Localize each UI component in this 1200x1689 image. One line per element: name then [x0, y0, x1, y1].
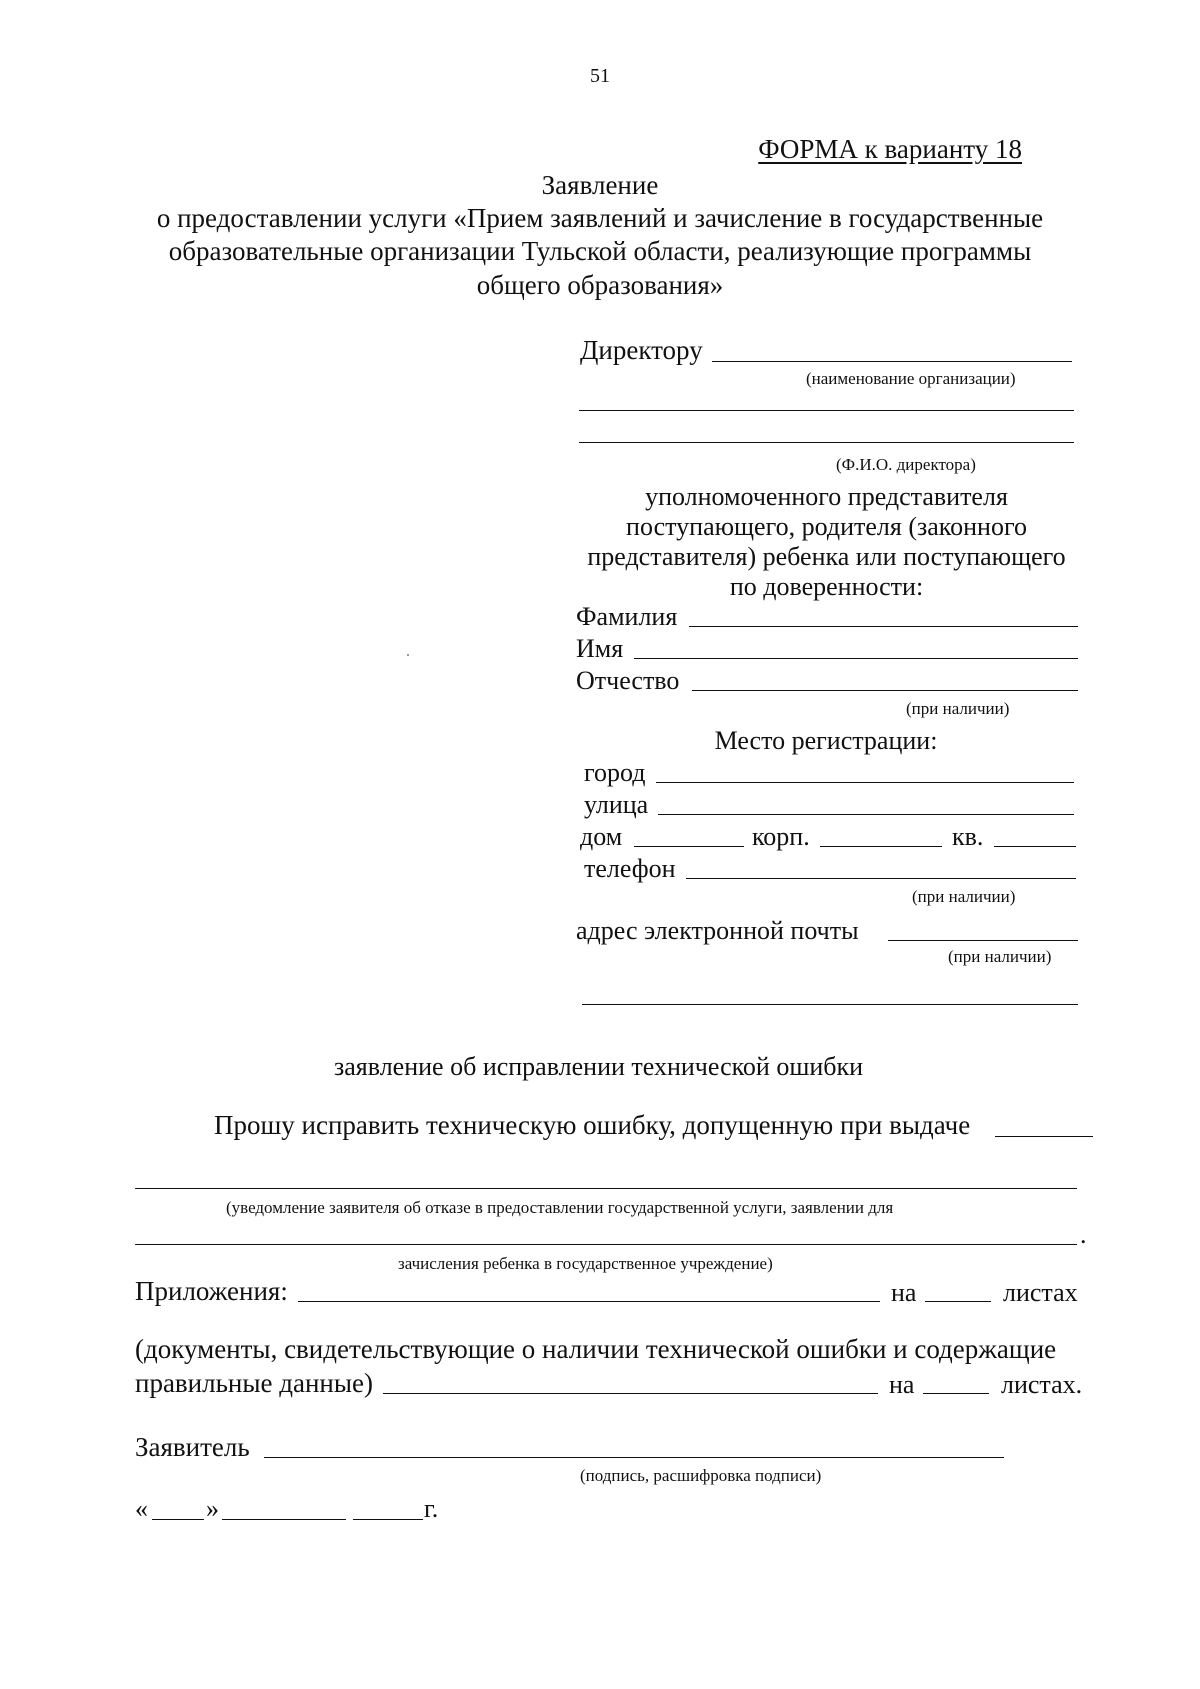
attachments-on: на [891, 1278, 917, 1307]
attachments-sheets: листах [1003, 1278, 1078, 1307]
docs-sheets: листах. [1001, 1370, 1083, 1399]
email-label: адрес электронной почты [576, 916, 859, 945]
request-period: . [1080, 1220, 1087, 1249]
request-caption1: (уведомление заявителя об отказе в предоставлении государственной услуги, заявлении для [226, 1198, 894, 1217]
building-field[interactable] [820, 846, 942, 847]
form-variant-label: ФОРМА к варианту 18 [758, 134, 1022, 164]
name-field[interactable] [634, 658, 1078, 659]
date-day-field[interactable] [152, 1519, 204, 1520]
house-label: дом [580, 822, 623, 851]
attachments-field[interactable] [298, 1301, 880, 1302]
apartment-field[interactable] [994, 846, 1076, 847]
apartment-label: кв. [952, 822, 984, 851]
docs-sheets-count[interactable] [923, 1393, 989, 1394]
surname-field[interactable] [689, 626, 1078, 627]
applicant-label: Заявитель [135, 1432, 250, 1462]
scan-speck [407, 654, 409, 656]
request-caption2: зачисления ребенка в государственное учреждение) [398, 1254, 773, 1273]
org-line-2[interactable] [579, 410, 1074, 411]
docs-field[interactable] [383, 1393, 878, 1394]
patronymic-label: Отчество [576, 666, 680, 695]
docs-line2: правильные данные) [135, 1368, 373, 1398]
attachments-sheets-count[interactable] [925, 1301, 991, 1302]
phone-caption: (при наличии) [912, 887, 1016, 906]
request-field-line1[interactable] [135, 1188, 1077, 1189]
date-month-field[interactable] [222, 1519, 346, 1520]
document-subtitle-line1: о предоставлении услуги «Прием заявлений и зачисление в государственные [156, 203, 1044, 233]
attachments-label: Приложения: [135, 1276, 288, 1306]
director-name-caption: (Ф.И.О. директора) [836, 455, 976, 474]
rep-line1: уполномоченного представителя [645, 482, 1008, 511]
rep-line3: представителя) ребенка или поступающего [587, 542, 1066, 571]
docs-on: на [889, 1370, 915, 1399]
rep-line4: по доверенности: [729, 572, 924, 601]
phone-label: телефон [584, 854, 676, 883]
surname-label: Фамилия [576, 602, 678, 631]
page-number: 51 [590, 65, 610, 87]
docs-line1: (документы, свидетельствующие о наличии технической ошибки и содержащие [135, 1334, 1057, 1364]
director-org-line[interactable] [712, 361, 1072, 362]
director-label: Директору [580, 335, 703, 365]
director-name-line[interactable] [579, 442, 1074, 443]
document-subtitle-line3: общего образования» [476, 270, 724, 300]
patronymic-caption: (при наличии) [906, 699, 1010, 718]
subject-line: заявление об исправлении технической ошибки [334, 1052, 864, 1081]
house-field[interactable] [634, 846, 744, 847]
street-label: улица [584, 790, 649, 819]
phone-field[interactable] [686, 878, 1076, 879]
request-text: Прошу исправить техническую ошибку, допущенную при выдаче [214, 1110, 971, 1140]
document-title: Заявление [541, 170, 659, 200]
rep-line2: поступающего, родителя (законного [626, 512, 1027, 541]
street-field[interactable] [658, 814, 1074, 815]
document-subtitle-line2: образовательные организации Тульской области, реализующие программы [168, 236, 1032, 266]
signature-caption: (подпись, расшифровка подписи) [580, 1466, 822, 1485]
city-label: город [584, 758, 646, 787]
date-open-quote: « [135, 1494, 148, 1523]
registration-heading: Место регистрации: [714, 726, 938, 755]
date-year-suffix: г. [424, 1494, 439, 1523]
email-field[interactable] [888, 940, 1078, 941]
name-label: Имя [576, 634, 624, 663]
building-label: корп. [752, 822, 810, 851]
request-field-line2[interactable] [135, 1244, 1077, 1245]
patronymic-field[interactable] [692, 690, 1078, 691]
email-caption: (при наличии) [948, 947, 1052, 966]
org-caption: (наименование организации) [806, 369, 1016, 388]
city-field[interactable] [656, 782, 1074, 783]
date-year-field[interactable] [353, 1519, 423, 1520]
applicant-signature-field[interactable] [264, 1457, 1004, 1458]
request-field-end[interactable] [995, 1136, 1093, 1137]
date-close-quote: » [206, 1494, 219, 1523]
extra-line[interactable] [582, 1004, 1078, 1005]
